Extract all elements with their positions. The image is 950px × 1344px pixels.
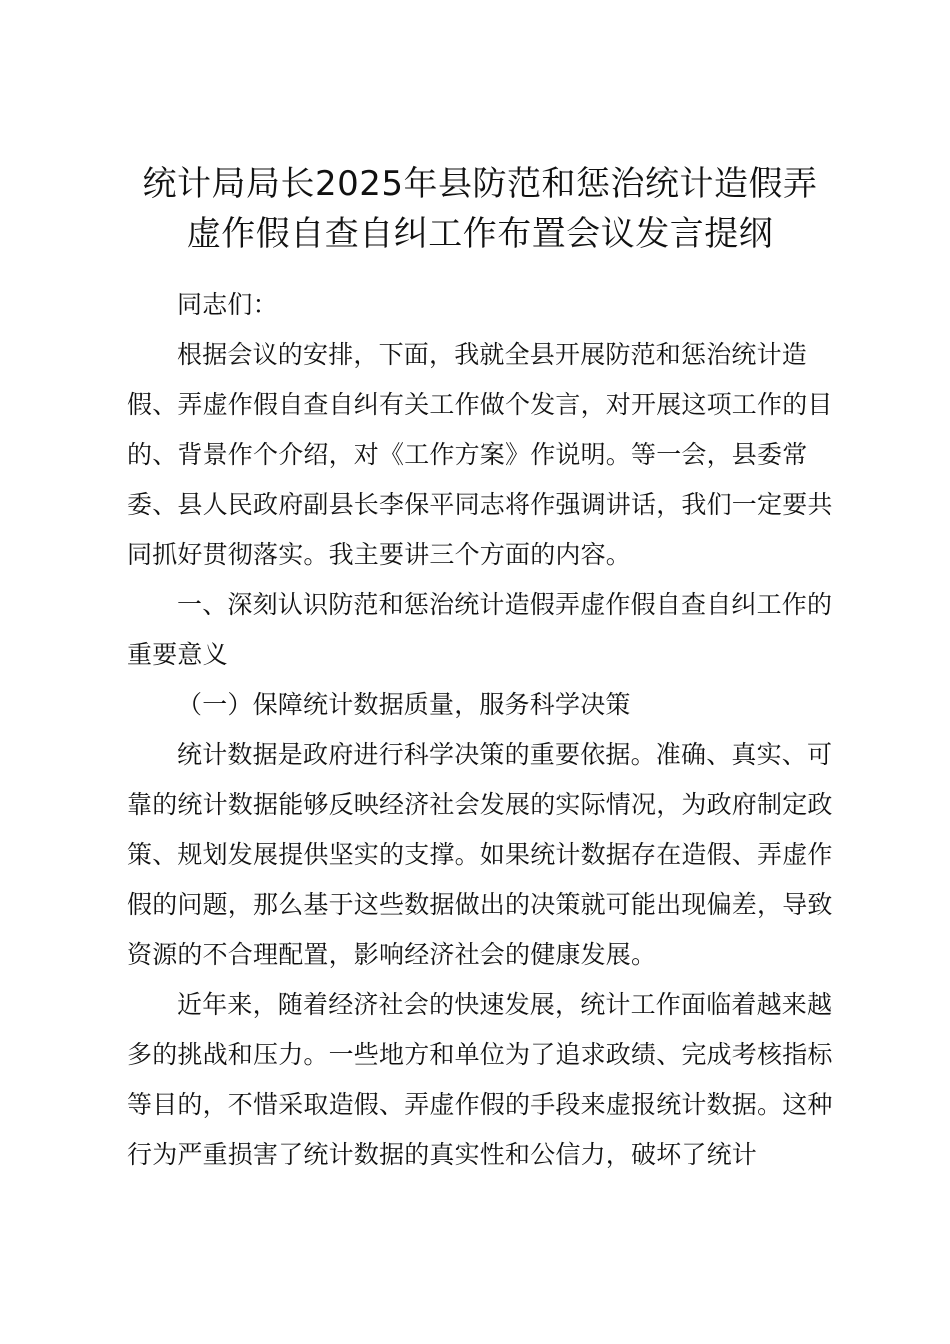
paragraph-intro: 根据会议的安排，下面，我就全县开展防范和惩治统计造假、弄虚作假自查自纠有关工作做个发言，对开展这项工作的目的、背景作个介绍，对《工作方案》作说明。等一会，县委常委、县人民政府副县长李保平同志将作强调讲话，我们一定要共同抓好贯彻落实。我主要讲三个方面的内容。: [127, 340, 833, 569]
section-heading-1: 一、深刻认识防范和惩治统计造假弄虚作假自查自纠工作的重要意义: [127, 590, 833, 669]
document-title-line-2: 虚作假自查自纠工作布置会议发言提纲: [186, 214, 774, 254]
paragraph-data-quality: 统计数据是政府进行科学决策的重要依据。准确、真实、可靠的统计数据能够反映经济社会发展的实际情况，为政府制定政策、规划发展提供坚实的支撑。如果统计数据存在造假、弄虚作假的问题，那么基于这些数据做出的决策就可能出现偏差，导致资源的不合理配置，影响经济社会的健康发展。: [127, 740, 833, 969]
greeting: 同志们：: [177, 290, 278, 319]
subsection-heading-1: （一）保障统计数据质量，服务科学决策: [177, 690, 631, 719]
paragraph-recent-years: 近年来，随着经济社会的快速发展，统计工作面临着越来越多的挑战和压力。一些地方和单位为了追求政绩、完成考核指标等目的，不惜采取造假、弄虚作假的手段来虚报统计数据。这种行为严重损害了统计数据的真实性和公信力，破坏了统计: [127, 990, 833, 1169]
document-title-line-1: 统计局局长2025年县防范和惩治统计造假弄: [142, 164, 818, 204]
